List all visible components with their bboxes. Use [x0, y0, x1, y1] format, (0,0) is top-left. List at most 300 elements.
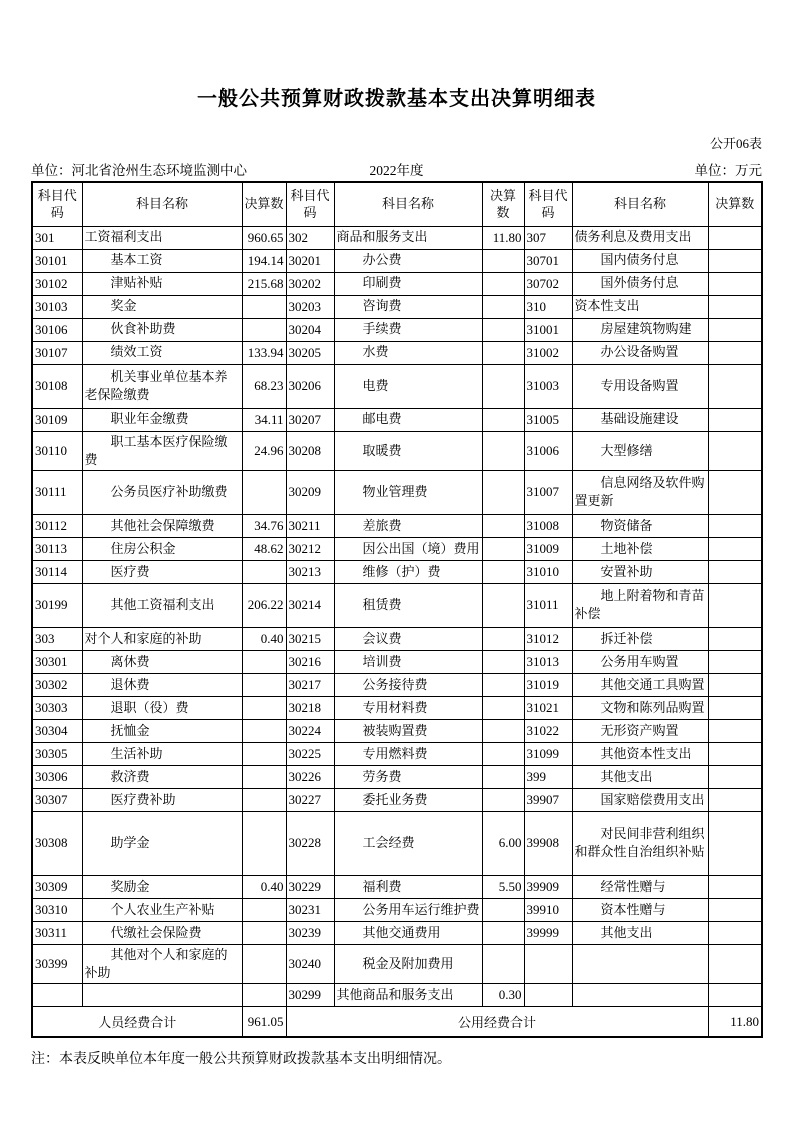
final-amount-cell: [708, 295, 762, 318]
table-row: [32, 875, 762, 898]
subject-name-cell: 物资储备: [572, 514, 708, 537]
subject-code-cell: 30214: [286, 583, 334, 627]
final-amount-cell: 34.76: [242, 514, 286, 537]
table-row: [32, 984, 762, 1007]
subject-code-cell: 303: [32, 627, 82, 650]
subject-code-cell: 30204: [286, 318, 334, 341]
subject-name-cell: 商品和服务支出: [334, 226, 482, 249]
final-amount-cell: [482, 318, 524, 341]
personnel-total-value: 961.05: [242, 1007, 286, 1037]
subject-name-cell: 生活补助: [82, 742, 242, 765]
subject-name-cell: 代缴社会保险费: [82, 921, 242, 944]
table-row: [32, 583, 762, 627]
final-amount-cell: [482, 249, 524, 272]
final-amount-cell: [242, 898, 286, 921]
final-amount-cell: [242, 719, 286, 742]
subject-name-cell: 物业管理费: [334, 470, 482, 514]
final-amount-cell: [708, 650, 762, 673]
table-row: [32, 295, 762, 318]
subject-code-cell: 30203: [286, 295, 334, 318]
table-row: [32, 765, 762, 788]
subject-name-cell: 国家赔偿费用支出: [572, 788, 708, 811]
subject-code-cell: 30211: [286, 514, 334, 537]
subject-code-cell: 30106: [32, 318, 82, 341]
subject-code-cell: 30110: [32, 431, 82, 470]
final-amount-cell: [242, 944, 286, 983]
final-amount-cell: [482, 673, 524, 696]
subject-name-cell: 其他支出: [572, 765, 708, 788]
col-header-final-amount: 决算数: [242, 182, 286, 226]
final-amount-cell: 0.40: [242, 875, 286, 898]
subject-name-cell: 安置补助: [572, 560, 708, 583]
final-amount-cell: [708, 364, 762, 408]
budget-detail-table: [31, 181, 763, 1038]
personnel-total-label: 人员经费合计: [32, 1007, 242, 1037]
final-amount-cell: 194.14: [242, 249, 286, 272]
table-row: [32, 898, 762, 921]
subject-code-cell: 30112: [32, 514, 82, 537]
final-amount-cell: [708, 765, 762, 788]
subject-name-cell: 土地补偿: [572, 537, 708, 560]
subject-name-cell: 职业年金缴费: [82, 408, 242, 431]
final-amount-cell: 960.65: [242, 226, 286, 249]
subject-name-cell: 工会经费: [334, 811, 482, 875]
final-amount-cell: [242, 318, 286, 341]
table-row: [32, 249, 762, 272]
final-amount-cell: [708, 272, 762, 295]
table-row: [32, 470, 762, 514]
unit-name-label: 单位：河北省沧州生态环境监测中心: [31, 163, 247, 178]
subject-name-cell: 印刷费: [334, 272, 482, 295]
subject-name-cell: 离休费: [82, 650, 242, 673]
subject-code-cell: 30306: [32, 765, 82, 788]
final-amount-cell: [482, 650, 524, 673]
final-amount-cell: [708, 408, 762, 431]
subject-name-cell: 手续费: [334, 318, 482, 341]
subject-code-cell: 30307: [32, 788, 82, 811]
final-amount-cell: [482, 408, 524, 431]
subject-code-cell: 30107: [32, 341, 82, 364]
final-amount-cell: [482, 765, 524, 788]
subject-code-cell: 31021: [524, 696, 572, 719]
subject-code-cell: 30228: [286, 811, 334, 875]
subject-name-cell: 国内债务付息: [572, 249, 708, 272]
subject-name-cell: 咨询费: [334, 295, 482, 318]
subject-code-cell: [32, 984, 82, 1007]
subject-code-cell: 30201: [286, 249, 334, 272]
subject-name-cell: [82, 984, 242, 1007]
final-amount-cell: [482, 514, 524, 537]
final-amount-cell: [242, 673, 286, 696]
table-row: [32, 272, 762, 295]
final-amount-cell: [242, 742, 286, 765]
subject-code-cell: 30209: [286, 470, 334, 514]
final-amount-cell: 206.22: [242, 583, 286, 627]
final-amount-cell: [482, 944, 524, 983]
subject-code-cell: 30305: [32, 742, 82, 765]
final-amount-cell: [708, 514, 762, 537]
subject-name-cell: 福利费: [334, 875, 482, 898]
subject-name-cell: 其他资本性支出: [572, 742, 708, 765]
subject-code-cell: 30217: [286, 673, 334, 696]
col-header-final-amount: 决算数: [708, 182, 762, 226]
subject-code-cell: 30114: [32, 560, 82, 583]
public-funds-total-label: 公用经费合计: [286, 1007, 708, 1037]
subject-code-cell: [524, 984, 572, 1007]
subject-code-cell: 31005: [524, 408, 572, 431]
table-row: [32, 788, 762, 811]
final-amount-cell: [482, 898, 524, 921]
subject-name-cell: 奖金: [82, 295, 242, 318]
subject-name-cell: 专用设备购置: [572, 364, 708, 408]
subject-name-cell: 抚恤金: [82, 719, 242, 742]
subject-name-cell: 因公出国（境）费用: [334, 537, 482, 560]
subject-code-cell: 31006: [524, 431, 572, 470]
subject-code-cell: 310: [524, 295, 572, 318]
final-amount-cell: [708, 898, 762, 921]
subject-name-cell: 大型修缮: [572, 431, 708, 470]
final-amount-cell: [242, 650, 286, 673]
final-amount-cell: [482, 560, 524, 583]
public-funds-total-value: 11.80: [708, 1007, 762, 1037]
subject-code-cell: 39910: [524, 898, 572, 921]
subject-code-cell: 39908: [524, 811, 572, 875]
subject-code-cell: 31012: [524, 627, 572, 650]
subject-name-cell: 国外债务付息: [572, 272, 708, 295]
totals-row: [32, 1007, 762, 1037]
final-amount-cell: [708, 673, 762, 696]
subject-name-cell: 其他支出: [572, 921, 708, 944]
table-row: [32, 514, 762, 537]
subject-name-cell: 取暖费: [334, 431, 482, 470]
subject-name-cell: 劳务费: [334, 765, 482, 788]
subject-name-cell: 信息网络及软件购置更新: [572, 470, 708, 514]
subject-code-cell: 30701: [524, 249, 572, 272]
table-row: [32, 719, 762, 742]
final-amount-cell: [242, 921, 286, 944]
subject-name-cell: [572, 944, 708, 983]
subject-code-cell: 30702: [524, 272, 572, 295]
subject-code-cell: 30239: [286, 921, 334, 944]
final-amount-cell: [708, 537, 762, 560]
final-amount-cell: 0.40: [242, 627, 286, 650]
subject-code-cell: 30205: [286, 341, 334, 364]
subject-name-cell: 工资福利支出: [82, 226, 242, 249]
subject-name-cell: 其他商品和服务支出: [334, 984, 482, 1007]
subject-code-cell: 30111: [32, 470, 82, 514]
table-row: [32, 650, 762, 673]
final-amount-cell: [708, 788, 762, 811]
final-amount-cell: [708, 431, 762, 470]
final-amount-cell: [708, 719, 762, 742]
subject-code-cell: 30101: [32, 249, 82, 272]
subject-code-cell: 31011: [524, 583, 572, 627]
col-header-subject-name: 科目名称: [82, 182, 242, 226]
subject-name-cell: 税金及附加费用: [334, 944, 482, 983]
subject-name-cell: 房屋建筑物购建: [572, 318, 708, 341]
final-amount-cell: [242, 788, 286, 811]
final-amount-cell: [242, 811, 286, 875]
subject-code-cell: 399: [524, 765, 572, 788]
final-amount-cell: [482, 719, 524, 742]
subject-name-cell: 公务员医疗补助缴费: [82, 470, 242, 514]
subject-code-cell: 30231: [286, 898, 334, 921]
final-amount-cell: [708, 921, 762, 944]
col-header-subject-name: 科目名称: [334, 182, 482, 226]
final-amount-cell: [708, 984, 762, 1007]
subject-code-cell: 30102: [32, 272, 82, 295]
subject-name-cell: 救济费: [82, 765, 242, 788]
subject-name-cell: 其他交通费用: [334, 921, 482, 944]
subject-name-cell: 退休费: [82, 673, 242, 696]
subject-code-cell: 30304: [32, 719, 82, 742]
subject-name-cell: 其他社会保障缴费: [82, 514, 242, 537]
subject-code-cell: 30108: [32, 364, 82, 408]
subject-code-cell: 30227: [286, 788, 334, 811]
subject-name-cell: 伙食补助费: [82, 318, 242, 341]
subject-code-cell: 31022: [524, 719, 572, 742]
final-amount-cell: 5.50: [482, 875, 524, 898]
table-row: [32, 364, 762, 408]
final-amount-cell: [242, 696, 286, 719]
page-title: 一般公共预算财政拨款基本支出决算明细表: [197, 88, 596, 110]
subject-name-cell: 其他工资福利支出: [82, 583, 242, 627]
subject-name-cell: 专用材料费: [334, 696, 482, 719]
subject-name-cell: 文物和陈列品购置: [572, 696, 708, 719]
final-amount-cell: 48.62: [242, 537, 286, 560]
subject-code-cell: 30226: [286, 765, 334, 788]
final-amount-cell: 34.11: [242, 408, 286, 431]
subject-code-cell: 31001: [524, 318, 572, 341]
subject-name-cell: 会议费: [334, 627, 482, 650]
final-amount-cell: [242, 765, 286, 788]
subject-code-cell: 31010: [524, 560, 572, 583]
subject-code-cell: 30240: [286, 944, 334, 983]
subject-code-cell: 31008: [524, 514, 572, 537]
subject-name-cell: 津贴补贴: [82, 272, 242, 295]
subject-name-cell: 其他交通工具购置: [572, 673, 708, 696]
final-amount-cell: [482, 627, 524, 650]
subject-code-cell: 31002: [524, 341, 572, 364]
subject-code-cell: 30207: [286, 408, 334, 431]
final-amount-cell: [242, 295, 286, 318]
final-amount-cell: [708, 341, 762, 364]
final-amount-cell: 68.23: [242, 364, 286, 408]
subject-code-cell: 30229: [286, 875, 334, 898]
final-amount-cell: [242, 560, 286, 583]
subject-code-cell: 30224: [286, 719, 334, 742]
table-row: [32, 226, 762, 249]
subject-code-cell: 31013: [524, 650, 572, 673]
subject-name-cell: 拆迁补偿: [572, 627, 708, 650]
final-amount-cell: [482, 583, 524, 627]
subject-code-cell: 39907: [524, 788, 572, 811]
final-amount-cell: [482, 921, 524, 944]
subject-code-cell: 30301: [32, 650, 82, 673]
subject-name-cell: 个人农业生产补贴: [82, 898, 242, 921]
table-row: [32, 696, 762, 719]
table-row: [32, 537, 762, 560]
subject-name-cell: 电费: [334, 364, 482, 408]
final-amount-cell: [482, 788, 524, 811]
subject-name-cell: 地上附着物和青苗补偿: [572, 583, 708, 627]
subject-code-cell: [524, 944, 572, 983]
final-amount-cell: [482, 470, 524, 514]
table-row: [32, 431, 762, 470]
subject-name-cell: 助学金: [82, 811, 242, 875]
subject-code-cell: 30302: [32, 673, 82, 696]
final-amount-cell: 133.94: [242, 341, 286, 364]
footnote: 注：本表反映单位本年度一般公共预算财政拨款基本支出明细情况。: [31, 1051, 451, 1067]
subject-name-cell: 办公费: [334, 249, 482, 272]
fiscal-year-label: 2022年度: [369, 163, 424, 178]
subject-code-cell: 307: [524, 226, 572, 249]
final-amount-cell: 24.96: [242, 431, 286, 470]
subject-code-cell: 31007: [524, 470, 572, 514]
subject-name-cell: 公务接待费: [334, 673, 482, 696]
subject-name-cell: 公务用车购置: [572, 650, 708, 673]
final-amount-cell: [708, 249, 762, 272]
col-header-final-amount: 决算数: [482, 182, 524, 226]
subject-code-cell: 30310: [32, 898, 82, 921]
subject-name-cell: 绩效工资: [82, 341, 242, 364]
subject-name-cell: 委托业务费: [334, 788, 482, 811]
subject-name-cell: 邮电费: [334, 408, 482, 431]
subject-code-cell: 30208: [286, 431, 334, 470]
subject-code-cell: 30311: [32, 921, 82, 944]
col-header-subject-name: 科目名称: [572, 182, 708, 226]
final-amount-cell: [708, 875, 762, 898]
subject-code-cell: 30213: [286, 560, 334, 583]
subject-name-cell: 住房公积金: [82, 537, 242, 560]
subject-code-cell: 31099: [524, 742, 572, 765]
table-row: [32, 673, 762, 696]
table-row: [32, 742, 762, 765]
final-amount-cell: [242, 984, 286, 1007]
subject-code-cell: 30202: [286, 272, 334, 295]
subject-code-cell: 30309: [32, 875, 82, 898]
subject-name-cell: 差旅费: [334, 514, 482, 537]
subject-code-cell: 30103: [32, 295, 82, 318]
subject-code-cell: 39909: [524, 875, 572, 898]
meta-row: [31, 159, 762, 179]
final-amount-cell: [708, 318, 762, 341]
subject-name-cell: 资本性赠与: [572, 898, 708, 921]
subject-name-cell: 资本性支出: [572, 295, 708, 318]
subject-code-cell: 30215: [286, 627, 334, 650]
subject-name-cell: 租赁费: [334, 583, 482, 627]
final-amount-cell: [482, 537, 524, 560]
col-header-subject-code: 科目代码: [524, 182, 572, 226]
subject-name-cell: 对民间非营利组织和群众性自治组织补贴: [572, 811, 708, 875]
subject-code-cell: 30199: [32, 583, 82, 627]
subject-name-cell: 其他对个人和家庭的补助: [82, 944, 242, 983]
final-amount-cell: 0.30: [482, 984, 524, 1007]
subject-name-cell: 奖励金: [82, 875, 242, 898]
subject-name-cell: 医疗费: [82, 560, 242, 583]
subject-name-cell: 水费: [334, 341, 482, 364]
subject-code-cell: 39999: [524, 921, 572, 944]
table-number-label: 公开06表: [709, 136, 762, 151]
subject-code-cell: 30206: [286, 364, 334, 408]
subject-code-cell: 30303: [32, 696, 82, 719]
subject-name-cell: 基本工资: [82, 249, 242, 272]
final-amount-cell: [708, 226, 762, 249]
final-amount-cell: [708, 560, 762, 583]
subject-name-cell: 培训费: [334, 650, 482, 673]
subject-code-cell: 31009: [524, 537, 572, 560]
table-row: [32, 408, 762, 431]
subject-name-cell: 办公设备购置: [572, 341, 708, 364]
subject-code-cell: 301: [32, 226, 82, 249]
currency-unit-label: 单位：万元: [694, 163, 763, 178]
subject-code-cell: 30113: [32, 537, 82, 560]
subject-code-cell: 302: [286, 226, 334, 249]
table-row: [32, 921, 762, 944]
subject-name-cell: 基础设施建设: [572, 408, 708, 431]
final-amount-cell: [708, 944, 762, 983]
header-row: [32, 182, 762, 226]
subject-code-cell: 31019: [524, 673, 572, 696]
subject-code-cell: 30212: [286, 537, 334, 560]
subject-code-cell: 30399: [32, 944, 82, 983]
subject-name-cell: [572, 984, 708, 1007]
final-amount-cell: [708, 470, 762, 514]
subject-name-cell: 债务利息及费用支出: [572, 226, 708, 249]
final-amount-cell: 215.68: [242, 272, 286, 295]
subject-name-cell: 被装购置费: [334, 719, 482, 742]
subject-name-cell: 对个人和家庭的补助: [82, 627, 242, 650]
subject-name-cell: 机关事业单位基本养老保险缴费: [82, 364, 242, 408]
final-amount-cell: [482, 295, 524, 318]
final-amount-cell: 11.80: [482, 226, 524, 249]
subject-name-cell: 医疗费补助: [82, 788, 242, 811]
table-row: [32, 944, 762, 983]
subject-code-cell: 30218: [286, 696, 334, 719]
final-amount-cell: [242, 470, 286, 514]
subject-code-cell: 30216: [286, 650, 334, 673]
subject-name-cell: 维修（护）费: [334, 560, 482, 583]
final-amount-cell: [708, 627, 762, 650]
final-amount-cell: [482, 341, 524, 364]
subject-code-cell: 31003: [524, 364, 572, 408]
final-amount-cell: [482, 272, 524, 295]
subject-name-cell: 无形资产购置: [572, 719, 708, 742]
subject-name-cell: 职工基本医疗保险缴费: [82, 431, 242, 470]
final-amount-cell: [482, 364, 524, 408]
table-row: [32, 627, 762, 650]
table-row: [32, 341, 762, 364]
subject-code-cell: 30225: [286, 742, 334, 765]
table-row: [32, 318, 762, 341]
subject-name-cell: 退职（役）费: [82, 696, 242, 719]
final-amount-cell: [482, 696, 524, 719]
subject-code-cell: 30109: [32, 408, 82, 431]
final-amount-cell: [482, 431, 524, 470]
final-amount-cell: [482, 742, 524, 765]
col-header-subject-code: 科目代码: [32, 182, 82, 226]
final-amount-cell: [708, 742, 762, 765]
table-row: [32, 560, 762, 583]
final-amount-cell: [708, 811, 762, 875]
subject-code-cell: 30299: [286, 984, 334, 1007]
subject-code-cell: 30308: [32, 811, 82, 875]
table-row: [32, 811, 762, 875]
final-amount-cell: 6.00: [482, 811, 524, 875]
col-header-subject-code: 科目代码: [286, 182, 334, 226]
final-amount-cell: [708, 696, 762, 719]
final-amount-cell: [708, 583, 762, 627]
